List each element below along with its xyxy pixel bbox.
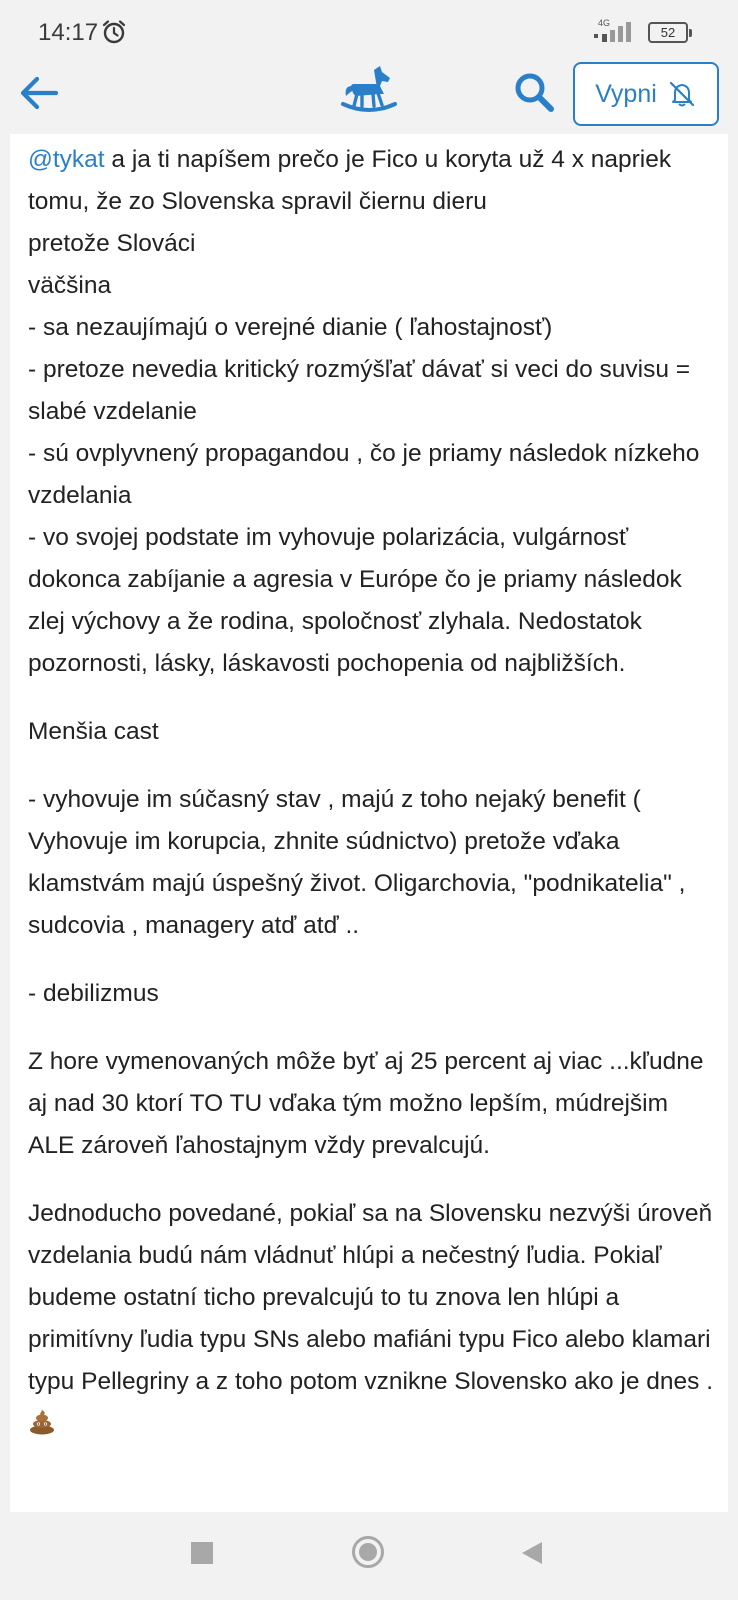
search-icon[interactable] bbox=[512, 70, 556, 114]
post-paragraph: - sú ovplyvnený propagandou , čo je priamy následok nízkeho vzdelania bbox=[28, 440, 700, 509]
post-content-card bbox=[10, 134, 728, 1512]
status-time: 14:17 bbox=[38, 19, 99, 46]
post-paragraph: - debilizmus bbox=[28, 980, 159, 1007]
triangle-back-icon[interactable] bbox=[520, 1540, 544, 1566]
user-mention-link[interactable]: @tykat bbox=[28, 146, 105, 173]
app-header bbox=[0, 52, 738, 134]
mute-notifications-button[interactable] bbox=[573, 62, 719, 126]
post-text-segment: a ja ti napíšem prečo je Fico u koryta už 4 x napriek tomu, že zo Slovenska spravil čiernu dieru bbox=[28, 146, 672, 215]
post-paragraph: Z hore vymenovaných môže byť aj 25 percent aj viac ...kľudne aj nad 30 ktorí TO TU vďaka tým možno lepším, múdrejšim ALE zároveň ľahostajnym vždy prevalcujú. bbox=[28, 1048, 704, 1159]
post-paragraph: - sa nezaujímajú o verejné dianie ( ľahostajnosť) bbox=[28, 314, 553, 341]
system-navigation-bar bbox=[0, 1512, 738, 1600]
post-paragraph: - vyhovuje im súčasný stav , majú z toho nejaký benefit ( Vyhovuje im korupcia, zhnite súdnictvo) pretože vďaka klamstvám majú úspešný život. Oligarchovia, "podnikatelia" , sudcovia , managery atď atď .. bbox=[28, 786, 686, 939]
status-bar bbox=[0, 0, 738, 52]
rocking-horse-icon[interactable] bbox=[340, 64, 398, 116]
battery-indicator bbox=[648, 22, 688, 43]
bell-off-icon bbox=[667, 79, 697, 109]
arrow-left-icon[interactable] bbox=[18, 72, 60, 114]
post-paragraph: Menšia cast bbox=[28, 718, 159, 745]
post-text-segment: Jednoducho povedané, pokiaľ sa na Slovensku nezvýši úroveň vzdelania budú nám vládnuť hlúpi a nečestný ľudia. Pokiaľ budeme ostatní ticho prevalcujú to tu znova len hlúpi a primitívny ľudia typu SNs alebo mafiáni typu Fico alebo klamari typu Pellegriny a z toho potom vznikne Slovensko ako je dnes . bbox=[28, 1200, 714, 1395]
circle-icon[interactable] bbox=[351, 1535, 385, 1569]
post-body bbox=[28, 139, 718, 1445]
post-paragraph: - vo svojej podstate im vyhovuje polarizácia, vulgárnosť dokonca zabíjanie a agresia v Európe čo je priamy následok zlej výchovy a že rodina, spoločnosť zlyhala. Nedostatok pozornosti, lásky, láskavosti pochopenia od najbližších. bbox=[28, 524, 682, 677]
battery-level: 52 bbox=[660, 25, 676, 40]
signal-strength-icon bbox=[594, 20, 636, 44]
post-paragraph bbox=[28, 139, 718, 223]
pile-of-poo-icon bbox=[28, 1407, 56, 1435]
square-icon[interactable] bbox=[191, 1542, 213, 1564]
alarm-clock-icon bbox=[101, 19, 127, 45]
post-paragraph: - pretoze nevedia kritický rozmýšľať dávať si veci do suvisu = slabé vzdelanie bbox=[28, 356, 691, 425]
post-paragraph bbox=[28, 1193, 718, 1445]
mute-button-label: Vypni bbox=[595, 79, 657, 108]
post-paragraph: väčšina bbox=[28, 272, 112, 299]
post-paragraph: pretože Slováci bbox=[28, 230, 196, 257]
network-type-label: 4G bbox=[598, 18, 611, 28]
